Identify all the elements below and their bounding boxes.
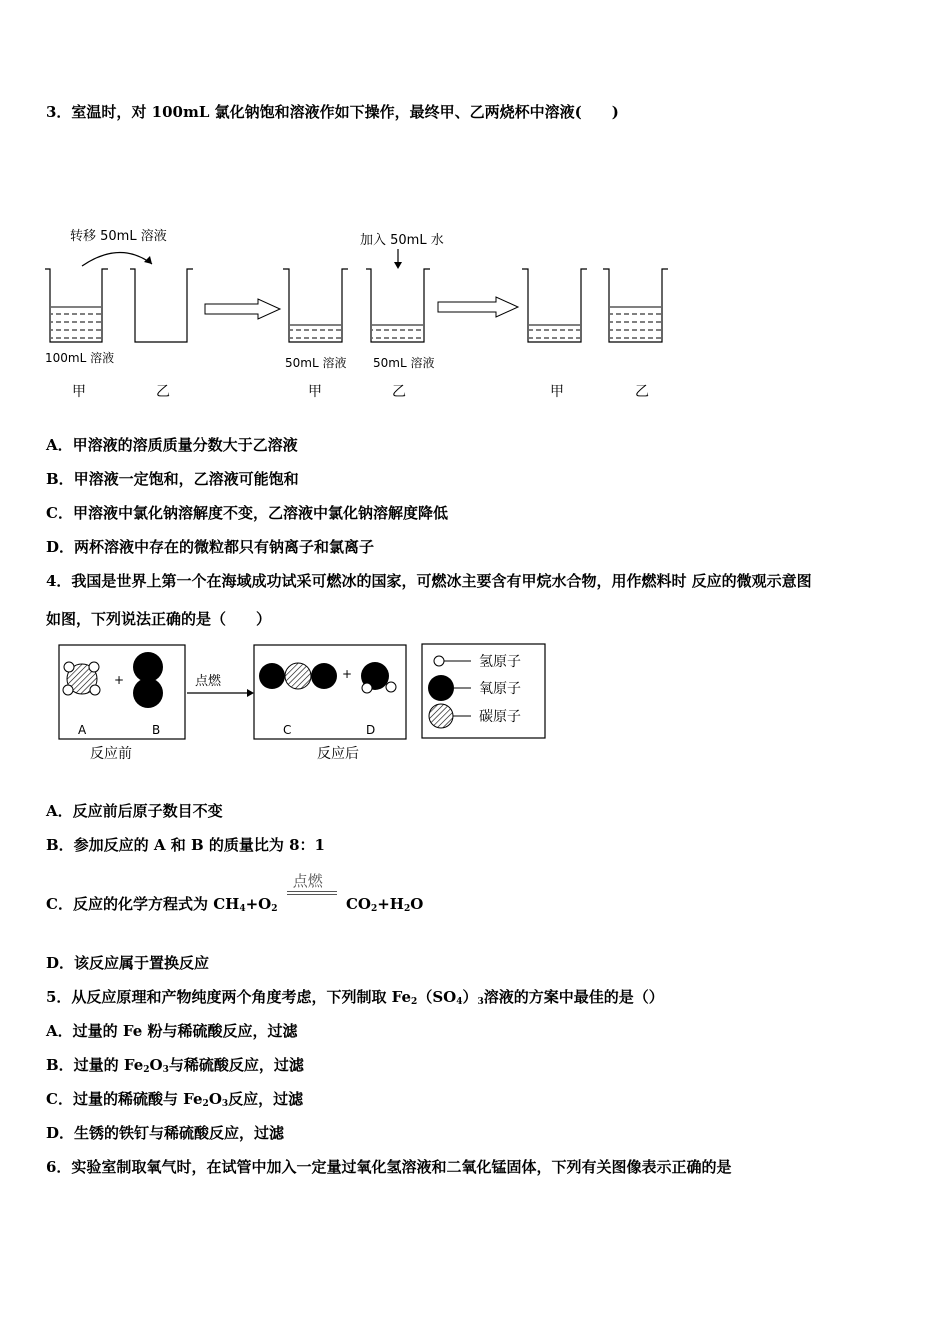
q3-option-b: B．甲溶液一定饱和，乙溶液可能饱和 bbox=[46, 470, 299, 488]
legend-hydrogen bbox=[434, 654, 521, 670]
beaker-jia-2 bbox=[283, 269, 348, 342]
condition-label: 点燃 bbox=[195, 674, 222, 689]
beaker-jia-3 bbox=[522, 269, 587, 342]
svg-text:碳原子: 碳原子 bbox=[479, 709, 521, 725]
after-label: 反应后 bbox=[317, 746, 359, 762]
q4-option-b: B．参加反应的 A 和 B 的质量比为 8：1 bbox=[46, 836, 325, 854]
transfer-label: 转移 50mL 溶液 bbox=[70, 229, 167, 244]
svg-text:氧原子: 氧原子 bbox=[479, 681, 521, 697]
molecule-d bbox=[361, 662, 396, 693]
q3-option-a: A．甲溶液的溶质质量分数大于乙溶液 bbox=[46, 436, 298, 454]
label-c: C bbox=[283, 723, 292, 737]
vol-50-a-label: 50mL 溶液 bbox=[285, 356, 347, 370]
q4-molecule-figure bbox=[55, 640, 555, 770]
q3-stem: 3．室温时，对 100mL 氯化钠饱和溶液作如下操作，最终甲、乙两烧杯中溶液( ) bbox=[46, 103, 619, 121]
reaction-condition: 点燃 bbox=[287, 895, 337, 915]
q6-stem: 6．实验室制取氧气时，在试管中加入一定量过氧化氢溶液和二氧化锰固体，下列有关图像表示正确的是 bbox=[46, 1158, 732, 1176]
molecule-b bbox=[133, 652, 163, 708]
q5-stem: 5．从反应原理和产物纯度两个角度考虑，下列制取 $Fe_2(SO_4)_3$溶液的方案中最佳的是（） bbox=[46, 988, 664, 1007]
label-jia-1: 甲 bbox=[72, 384, 86, 400]
q5-option-b: B．过量的 $Fe_2O_3$与稀硫酸反应，过滤 bbox=[46, 1056, 304, 1075]
beaker-yi-3 bbox=[603, 269, 668, 342]
beaker-yi-2 bbox=[366, 269, 430, 342]
legend-carbon bbox=[429, 704, 521, 728]
label-yi-3: 乙 bbox=[635, 384, 649, 400]
plus-after: + bbox=[342, 667, 353, 681]
q3-option-c: C．甲溶液中氯化钠溶解度不变，乙溶液中氯化钠溶解度降低 bbox=[46, 504, 448, 522]
add-water-label: 加入 50mL 水 bbox=[360, 233, 444, 248]
label-jia-3: 甲 bbox=[550, 384, 564, 400]
label-a: A bbox=[78, 723, 87, 737]
molecule-c bbox=[259, 663, 337, 689]
q4-stem-line2: 如图，下列说法正确的是（ ） bbox=[46, 610, 272, 628]
beaker-jia-1 bbox=[45, 269, 108, 342]
before-label: 反应前 bbox=[90, 746, 132, 762]
vol-100-label: 100mL 溶液 bbox=[45, 351, 115, 365]
q4-stem-line1: 4．我国是世界上第一个在海域成功试采可燃冰的国家，可燃冰主要含有甲烷水合物，用作燃料时 反应的微观示意图 bbox=[46, 572, 812, 590]
label-jia-2: 甲 bbox=[308, 384, 322, 400]
q4-option-c: C．反应的化学方程式为 $CH_4+O_2$ 点燃 $CO_2+H_2O$ bbox=[46, 872, 424, 914]
label-d: D bbox=[366, 723, 376, 737]
label-yi-2: 乙 bbox=[392, 384, 406, 400]
label-b: B bbox=[152, 723, 161, 737]
q3-beaker-figure bbox=[40, 222, 690, 407]
label-yi-1: 乙 bbox=[156, 384, 170, 400]
beaker-yi-1 bbox=[130, 269, 193, 342]
q4-option-a: A．反应前后原子数目不变 bbox=[46, 802, 223, 820]
q4-option-d: D．该反应属于置换反应 bbox=[46, 954, 210, 972]
q5-option-d: D．生锈的铁钉与稀硫酸反应，过滤 bbox=[46, 1124, 285, 1142]
svg-text:氢原子: 氢原子 bbox=[479, 654, 521, 670]
q5-option-c: C．过量的稀硫酸与 $Fe_2O_3$反应，过滤 bbox=[46, 1090, 304, 1109]
q5-option-a: A．过量的 Fe 粉与稀硫酸反应，过滤 bbox=[46, 1022, 298, 1040]
molecule-a bbox=[63, 662, 100, 695]
plus-before: + bbox=[114, 673, 125, 687]
legend-oxygen bbox=[428, 675, 521, 701]
q3-option-d: D．两杯溶液中存在的微粒都只有钠离子和氯离子 bbox=[46, 538, 375, 556]
vol-50-b-label: 50mL 溶液 bbox=[373, 356, 435, 370]
